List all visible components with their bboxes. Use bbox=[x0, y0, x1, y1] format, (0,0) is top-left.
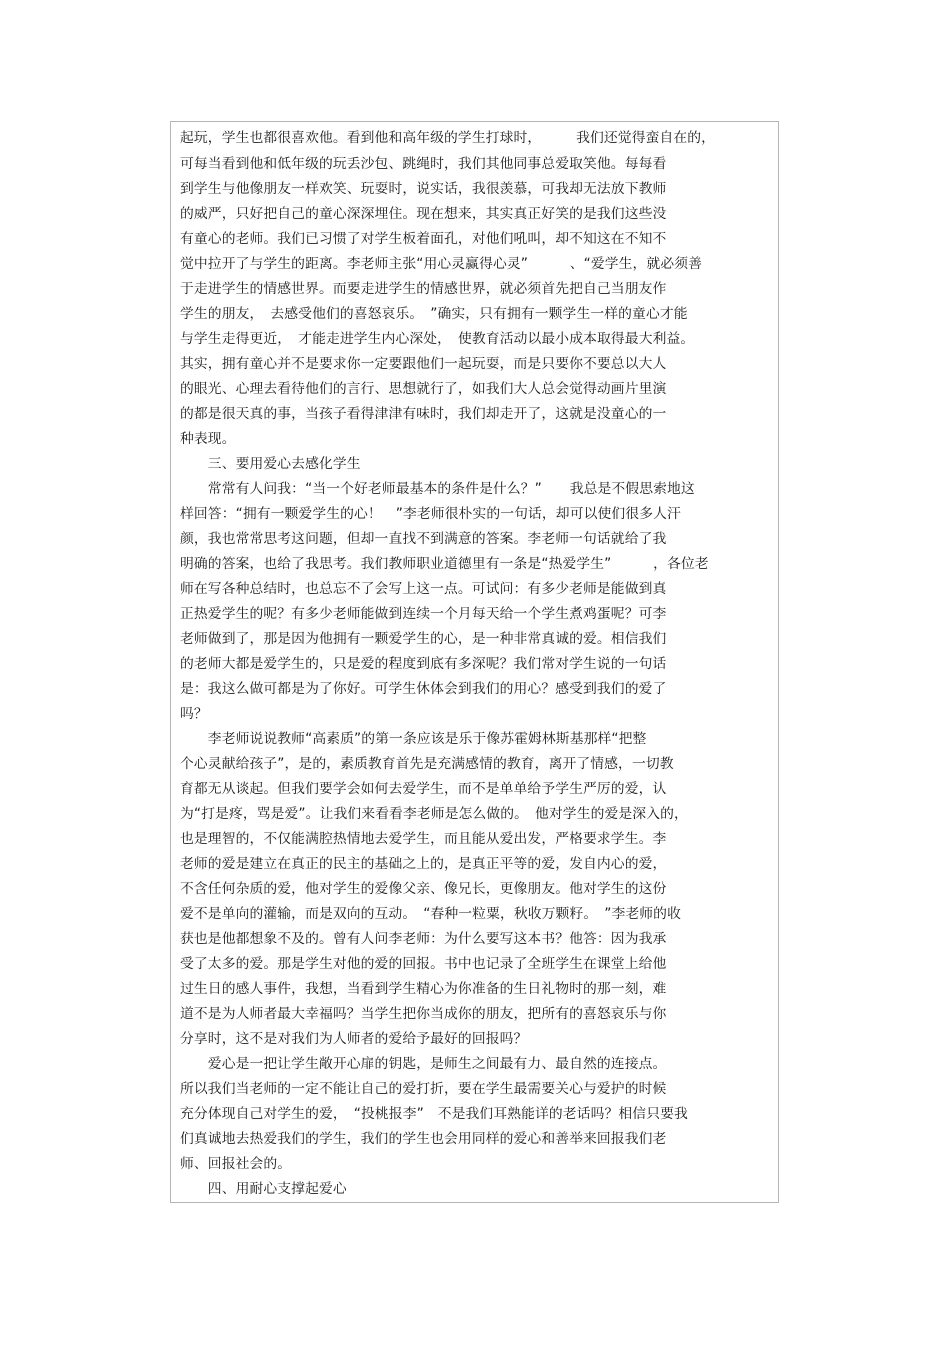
text-line: 们真诚地去热爱我们的学生，我们的学生也会用同样的爱心和善举来回报我们老 bbox=[180, 1131, 667, 1147]
text-line: 吗？ bbox=[180, 706, 208, 722]
text-line: 道不是为人师者最大幸福吗？当学生把你当成你的朋友，把所有的喜怒哀乐与你 bbox=[180, 1006, 667, 1022]
text-line: 的老师大都是爱学生的，只是爱的程度到底有多深呢？我们常对学生说的一句话 bbox=[180, 656, 667, 672]
text-line: 样回答：“拥有一颗爱学生的心！ ”李老师很朴实的一句话，却可以使们很多人汗 bbox=[180, 506, 681, 522]
section-heading: 四、用耐心支撑起爱心 bbox=[180, 1181, 347, 1197]
text-line: 爱心是一把让学生敞开心扉的钥匙，是师生之间最有力、最自然的连接点。 bbox=[180, 1056, 667, 1072]
text-line: 为“打是疼，骂是爱”。让我们来看看李老师是怎么做的。 他对学生的爱是深入的， bbox=[180, 806, 688, 822]
text-line: 的眼光、心理去看待他们的言行、思想就行了，如我们大人总会觉得动画片里演 bbox=[180, 381, 667, 397]
text-line: 觉中拉开了与学生的距离。李老师主张“用心灵赢得心灵” 、“爱学生，就必须善 bbox=[180, 256, 703, 272]
text-line: 分享时，这不是对我们为人师者的爱给予最好的回报吗？ bbox=[180, 1031, 528, 1047]
text-line: 到学生与他像朋友一样欢笑、玩耍时，说实话，我很羡慕，可我却无法放下教师 bbox=[180, 181, 667, 197]
text-line: 育都无从谈起。但我们要学会如何去爱学生，而不是单单给予学生严厉的爱，认 bbox=[180, 781, 667, 797]
text-line: 常常有人问我：“当一个好老师最基本的条件是什么？” 我总是不假思索地这 bbox=[180, 481, 695, 497]
text-line: 师、回报社会的。 bbox=[180, 1156, 292, 1172]
text-line: 李老师说说教师“高素质”的第一条应该是乐于像苏霍姆林斯基那样“把整 bbox=[180, 731, 647, 747]
text-line: 获也是他都想象不及的。曾有人问李老师：为什么要写这本书？他答：因为我承 bbox=[180, 931, 667, 947]
text-line: 个心灵献给孩子”，是的，素质教育首先是充满感情的教育，离开了情感，一切教 bbox=[180, 756, 674, 772]
text-line: 种表现。 bbox=[180, 431, 236, 447]
text-line: 爱不是单向的灌输，而是双向的互动。 “春种一粒粟，秋收万颗籽。 ”李老师的收 bbox=[180, 906, 681, 922]
text-line: 其实，拥有童心并不是要求你一定要跟他们一起玩耍，而是只要你不要总以大人 bbox=[180, 356, 667, 372]
text-line: 不含任何杂质的爱，他对学生的爱像父亲、像兄长，更像朋友。他对学生的这份 bbox=[180, 881, 667, 897]
text-line: 也是理智的，不仅能满腔热情地去爱学生，而且能从爱出发，严格要求学生。李 bbox=[180, 831, 667, 847]
text-line: 明确的答案，也给了我思考。我们教师职业道德里有一条是“热爱学生” ，各位老 bbox=[180, 556, 709, 572]
text-line: 起玩，学生也都很喜欢他。看到他和高年级的学生打球时， 我们还觉得蛮自在的， bbox=[180, 130, 716, 146]
text-line: 师在写各种总结时，也总忘不了会写上这一点。可试问：有多少老师是能做到真 bbox=[180, 581, 667, 597]
text-line: 老师的爱是建立在真正的民主的基础之上的，是真正平等的爱，发自内心的爱， bbox=[180, 856, 667, 872]
text-line: 老师做到了，那是因为他拥有一颗爱学生的心，是一种非常真诚的爱。相信我们 bbox=[180, 631, 667, 647]
text-line: 过生日的感人事件，我想，当看到学生精心为你准备的生日礼物时的那一刻，难 bbox=[180, 981, 667, 997]
text-line: 有童心的老师。我们已习惯了对学生板着面孔，对他们吼叫，却不知这在不知不 bbox=[180, 231, 667, 247]
text-line: 于走进学生的情感世界。而要走进学生的情感世界，就必须首先把自己当朋友作 bbox=[180, 281, 667, 297]
text-line: 所以我们当老师的一定不能让自己的爱打折，要在学生最需要关心与爱护的时候 bbox=[180, 1081, 667, 1097]
text-line: 颜，我也常常思考这问题，但却一直找不到满意的答案。李老师一句话就给了我 bbox=[180, 531, 667, 547]
text-line: 与学生走得更近， 才能走进学生内心深处， 使教育活动以最小成本取得最大利益。 bbox=[180, 331, 695, 347]
text-line: 可每当看到他和低年级的玩丢沙包、跳绳时，我们其他同事总爱取笑他。每每看 bbox=[180, 156, 667, 172]
text-line: 是：我这么做可都是为了你好。可学生休体会到我们的用心？感受到我们的爱了 bbox=[180, 681, 667, 697]
text-line: 充分体现自己对学生的爱， “投桃报李” 不是我们耳熟能详的老话吗？相信只要我 bbox=[180, 1106, 688, 1122]
text-line: 学生的朋友， 去感受他们的喜怒哀乐。 ”确实，只有拥有一颗学生一样的童心才能 bbox=[180, 306, 688, 322]
text-line: 的威严，只好把自己的童心深深埋住。现在想来，其实真正好笑的是我们这些没 bbox=[180, 206, 667, 222]
section-heading: 三、要用爱心去感化学生 bbox=[180, 456, 361, 472]
text-line: 的都是很天真的事，当孩子看得津津有味时，我们却走开了，这就是没童心的一 bbox=[180, 406, 667, 422]
text-line: 正热爱学生的呢？有多少老师能做到连续一个月每天给一个学生煮鸡蛋呢？可李 bbox=[180, 606, 667, 622]
text-line: 受了太多的爱。那是学生对他的爱的回报。书中也记录了全班学生在课堂上给他 bbox=[180, 956, 667, 972]
